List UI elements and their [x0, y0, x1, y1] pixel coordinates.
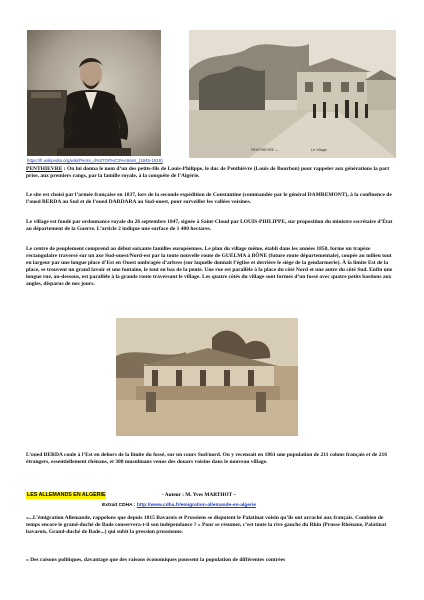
- postcard-caption-right: Le Village: [311, 148, 327, 152]
- penthievre-lead: PENTHIEVRE: [26, 166, 63, 172]
- extract-link[interactable]: http://www.cdha.fr/emigration-allemande-en-algerie: [136, 503, 256, 508]
- paragraph-raisons: « Des raisons politiques, davantage que des raisons économiques poussent la population de différentes contrées: [26, 557, 286, 563]
- village-postcard-photo: [189, 30, 396, 158]
- fountain-photo: [116, 318, 298, 436]
- source-link[interactable]: https://fr.wikipedia.org/wiki/Pierre_d%27Orl%C3%A9ans_(1845-1919): [27, 158, 163, 163]
- penthievre-text: : On lui donna le nom d’un des petits-fils de Louis-Philippe, le duc de Penthièvre (Louis de Bourbon) pour rappeler aux générations la part prise, aux premiers rangs, par la famille royale, à la conquête de l’Algérie.: [26, 166, 390, 180]
- section-title: LES ALLEMANDS EN ALGERIE: [27, 492, 106, 498]
- paragraph-peuplement: Le centre de peuplement comprend au début soixante familles européennes. Le plan du village même, établi dans les années 1850, forme un trapèze rectangulaire traversé sur un axe Sud-ouest/Nord-est par la toute nouvelle route de GUELMA à BÔNE (future route départementale), coupée au milieu tout en largeur par une longue place d’Est en Ouest ombragée d’arbres (sur laquelle donnait l’église et derrière le siège de la gendarmerie). À la limite Est de la place, se trouvent un grand lavoir et une fontaine, le tout en bas de la pente. Une rue est parallèle à la place du côté Nord et une autre du côté Sud. Enfin une longue rue, au-dessous, est parallèle à la grande route traversant le village. Les quatre côtés du village sont formés d’un fossé avec quatre petits bastions aux angles, disparus de nos jours.: [26, 246, 393, 288]
- section-author: - Auteur : M. Yves MARTHOT –: [162, 492, 237, 498]
- paragraph-ordonnance: Le village est fondé par ordonnance royale du 26 septembre 1847, signée à Saint-Cloud par LOUIS-PHILIPPE, sur proposition du ministre secrétaire d’État au département de la Guerre. L’article 2 indique une surface de 1 400 hectares.: [26, 219, 393, 233]
- paragraph-penthievre: [26, 166, 398, 180]
- paragraph-emigration: «...L’émigration Allemande, rappelons que depuis 1815 Bavarois et Prussiens se disputent le Palatinat voisin qu’ils ont arraché aux français. Combien de temps encore le grand-duché de Bade conservera-t-il son indépendance ? » Pour se résumer, c’est toute la rive gauche du Rhin (Prusse Rhénane, Palatinat bavarois, Grand-duché de Bade...) qui subit la pression prussienne.: [26, 515, 387, 536]
- extract-line: [102, 502, 256, 509]
- postcard-caption-left: PENTHIÈVRE —: [251, 148, 279, 152]
- paragraph-site: Le site est choisi par l’armée française en 1837, lors de la seconde expédition de Constantine (commandée par le général DAMREMONT), à la confluence de l’oued BERDA au Sud et de l’oued DARDARA au Sud-ouest, pour surveiller les vallées voisines.: [26, 192, 392, 206]
- paragraph-oued-berda: L’oued BERDA coule à l’Est en dehors de la limite du fossé, sur un cours Sud/nord. On y recensait en 1861 une population de 211 colons français et de 216 étrangers, essentiellement rhénans, et 300 musulmans venus des douars voisins dans le nouveau village.: [26, 452, 387, 466]
- extract-label: Extrait CDHA :: [102, 503, 137, 508]
- portrait-photo: [27, 30, 161, 156]
